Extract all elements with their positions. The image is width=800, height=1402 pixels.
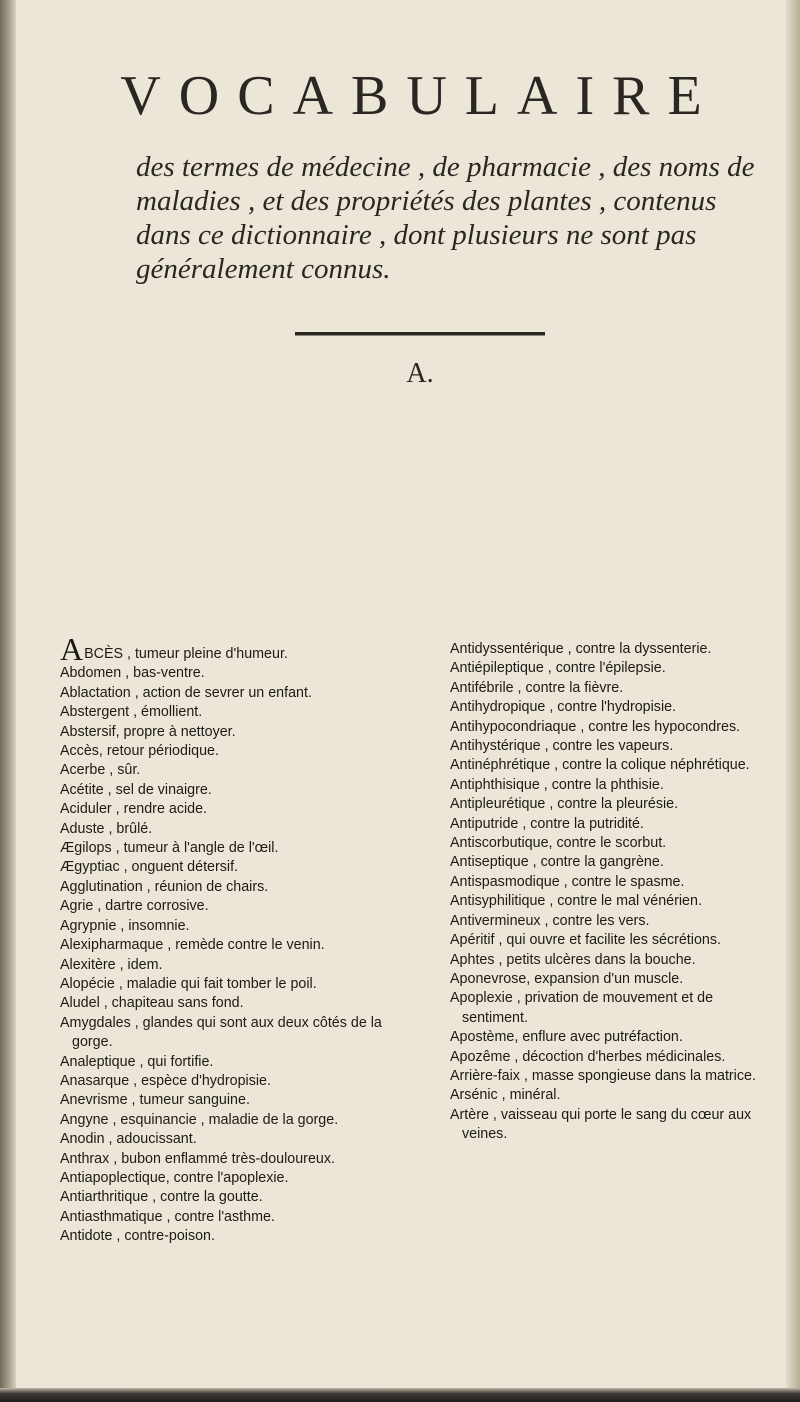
vocabulary-entry: Abdomen , bas-ventre. (60, 665, 205, 682)
vocabulary-entry: Aduste , brûlé. (60, 820, 153, 837)
book-binding-shadow (0, 0, 16, 1402)
vocabulary-entry: Arrière-faix , masse spongieuse dans la matrice. (450, 1067, 756, 1084)
vocabulary-entry: Agrie , dartre corrosive. (60, 898, 209, 915)
page-title: VOCABULAIRE (120, 65, 720, 127)
vocabulary-entry: Acerbe , sûr. (60, 762, 141, 779)
vocabulary-entry: Anodin , adoucissant. (60, 1131, 197, 1148)
vocabulary-entry: Amygdales , glandes qui sont aux deux côtés de la gorge. (60, 1014, 382, 1051)
vocabulary-entry: Anasarque , espèce d'hydropisie. (60, 1072, 271, 1089)
vocabulary-entry: Antiasthmatique , contre l'asthme. (60, 1208, 275, 1225)
vocabulary-entry: Antiputride , contre la putridité. (450, 815, 644, 832)
vocabulary-entry: Antivermineux , contre les vers. (450, 912, 650, 929)
vocabulary-entry: Alopécie , maladie qui fait tomber le poil. (60, 975, 317, 992)
vocabulary-entry: Antifébrile , contre la fièvre. (450, 679, 624, 696)
vocabulary-entry: Abstersif, propre à nettoyer. (60, 723, 236, 740)
right-column (450, 640, 780, 1247)
vocabulary-entry: Antiscorbutique, contre le scorbut. (450, 835, 667, 852)
left-column (60, 631, 405, 1247)
vocabulary-entry: Apoplexie , privation de mouvement et de sentiment. (450, 990, 714, 1026)
section-letter: A. (406, 358, 434, 389)
vocabulary-entry: Arsénic , minéral. (450, 1087, 561, 1104)
vocabulary-entry: Ablactation , action de sevrer un enfant. (60, 684, 312, 701)
vocabulary-entry: Artère , vaisseau qui porte le sang du cœur aux veines. (450, 1106, 752, 1143)
vocabulary-entry: Agrypnie , insomnie. (60, 917, 190, 934)
vocabulary-entry: Aponevrose, expansion d'un muscle. (450, 970, 684, 987)
vocabulary-entry: Aciduler , rendre acide. (60, 801, 208, 818)
first-entry-text: BCÈS , tumeur pleine d'humeur. (84, 646, 288, 662)
vocabulary-entry: Alexitère , idem. (60, 956, 163, 973)
vocabulary-entry: Antihydropique , contre l'hydropisie. (450, 699, 677, 716)
vocabulary-entry: Apostème, enflure avec putréfaction. (450, 1029, 683, 1046)
vocabulary-entry: Accès, retour périodique. (60, 743, 219, 760)
vocabulary-entry: Antiapoplectique, contre l'apoplexie. (60, 1169, 289, 1186)
vocabulary-entry: Acétite , sel de vinaigre. (60, 781, 212, 798)
vocabulary-entry: Antiépileptique , contre l'épilepsie. (450, 660, 666, 677)
page-subtitle: des termes de médecine , de pharmacie , des noms de maladies , et des propriétés des plantes , contenus dans ce dictionnaire , dont plusieurs ne sont pas généralement connus. (136, 151, 755, 285)
vocabulary-entry: Antiphthisique , contre la phthisie. (450, 776, 664, 793)
vocabulary-entry: Antihystérique , contre les vapeurs. (450, 738, 674, 755)
first-entry (60, 631, 405, 667)
vocabulary-entry: Antisyphilitique , contre le mal vénérien. (450, 893, 702, 910)
page-bottom-edge (0, 1388, 800, 1402)
vocabulary-entry: Alexipharmaque , remède contre le venin. (60, 937, 325, 954)
vocabulary-entry: Agglutination , réunion de chairs. (60, 878, 269, 895)
vocabulary-entry: Anevrisme , tumeur sanguine. (60, 1092, 250, 1109)
vocabulary-entry: Aphtes , petits ulcères dans la bouche. (450, 951, 696, 968)
vocabulary-entry: Apozême , décoction d'herbes médicinales. (450, 1048, 726, 1065)
columns-wrapper (60, 0, 780, 1402)
vocabulary-entry: Antihypocondriaque , contre les hypocondres. (450, 718, 741, 735)
vocabulary-entry: Ægyptiac , onguent détersif. (60, 859, 239, 876)
vocabulary-entry: Apéritif , qui ouvre et facilite les sécrétions. (450, 932, 721, 949)
vocabulary-entry: Antidote , contre-poison. (60, 1228, 215, 1245)
vocabulary-entry: Antispasmodique , contre le spasme. (450, 873, 685, 890)
vocabulary-entry: Antinéphrétique , contre la colique néphrétique. (450, 757, 750, 774)
vocabulary-entry: Abstergent , émollient. (60, 704, 203, 721)
vocabulary-columns (60, 631, 780, 1247)
drop-cap: A (60, 631, 84, 667)
page-edge (786, 0, 800, 1402)
vocabulary-entry: Antiseptique , contre la gangrène. (450, 854, 664, 871)
vocabulary-entry: Antiarthritique , contre la goutte. (60, 1189, 263, 1206)
vocabulary-entry: Analeptique , qui fortifie. (60, 1053, 214, 1070)
vocabulary-entry: Antidyssentérique , contre la dyssenterie. (450, 641, 712, 657)
vocabulary-entry: Antipleurétique , contre la pleurésie. (450, 796, 679, 813)
vocabulary-entry: Aludel , chapiteau sans fond. (60, 995, 244, 1012)
vocabulary-entry: Ægilops , tumeur à l'angle de l'œil. (60, 840, 279, 857)
vocabulary-entry: Anthrax , bubon enflammé très-douloureux. (60, 1150, 335, 1167)
vocabulary-entry: Angyne , esquinancie , maladie de la gorge. (60, 1111, 339, 1128)
